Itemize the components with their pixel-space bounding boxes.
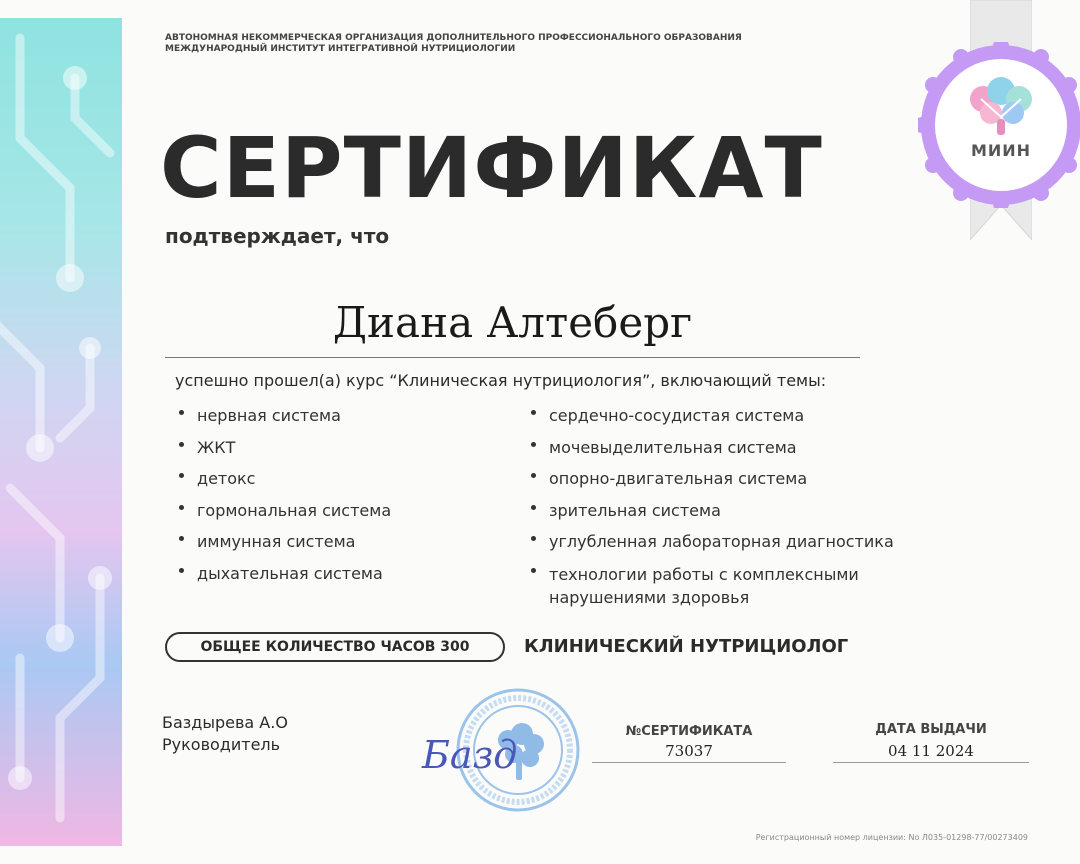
certificate-subtitle: подтверждает, что [165,224,390,248]
topics-list-left [175,405,391,595]
issue-date-label: ДАТА ВЫДАЧИ [875,722,987,737]
issue-date-line [833,762,1029,763]
topic-item: нервная система [175,405,391,437]
certificate-number-value: 73037 [665,742,713,760]
topic-item: детокс [175,468,391,500]
institution-line-2: МЕЖДУНАРОДНЫЙ ИНСТИТУТ ИНТЕГРАТИВНОЙ НУТРИЦИОЛОГИИ [165,44,516,54]
course-description: успешно прошел(а) курс “Клиническая нутрициология”, включающий темы: [175,371,827,390]
circuit-pattern-icon [0,18,122,846]
total-hours-badge: ОБЩЕЕ КОЛИЧЕСТВО ЧАСОВ 300 [165,632,505,662]
topic-item: технологии работы с комплексными нарушениями здоровья [527,563,947,609]
brain-tree-icon [918,42,1080,208]
certificate-title: СЕРТИФИКАТ [160,119,823,217]
recipient-name: Диана Алтеберг [332,298,693,347]
topic-item: ЖКТ [175,437,391,469]
certificate-number-line [592,762,786,763]
logo-text: МИИН [970,141,1032,160]
signer-block [162,712,288,756]
topic-item: иммунная система [175,531,391,563]
topics-list-right [527,405,947,609]
topic-item: гормональная система [175,500,391,532]
stamp-and-signature [410,688,585,818]
qualification-title: КЛИНИЧЕСКИЙ НУТРИЦИОЛОГ [524,636,849,657]
issue-date-value: 04 11 2024 [888,742,974,760]
signature: Базд [422,733,518,777]
topic-item: сердечно-сосудистая система [527,405,947,437]
signer-name: Баздырева А.О [162,713,288,732]
license-number: Регистрационный номер лицензии: No Л035-01298-77/00273409 [755,833,1028,842]
certificate-number-label: №СЕРТИФИКАТА [625,724,753,739]
institution-line-1: АВТОНОМНАЯ НЕКОММЕРЧЕСКАЯ ОРГАНИЗАЦИЯ ДОПОЛНИТЕЛЬНОГО ПРОФЕССИОНАЛЬНОГО ОБРАЗОВАНИЯ [165,33,742,43]
topic-item: опорно-двигательная система [527,468,947,500]
topic-item: дыхательная система [175,563,391,595]
topic-item: зрительная система [527,500,947,532]
signer-role: Руководитель [162,735,281,754]
topic-item: углубленная лабораторная диагностика [527,531,947,563]
decorative-sidebar [0,18,122,846]
name-underline [165,357,860,358]
institution-header [165,33,742,55]
topic-item: мочевыделительная система [527,437,947,469]
